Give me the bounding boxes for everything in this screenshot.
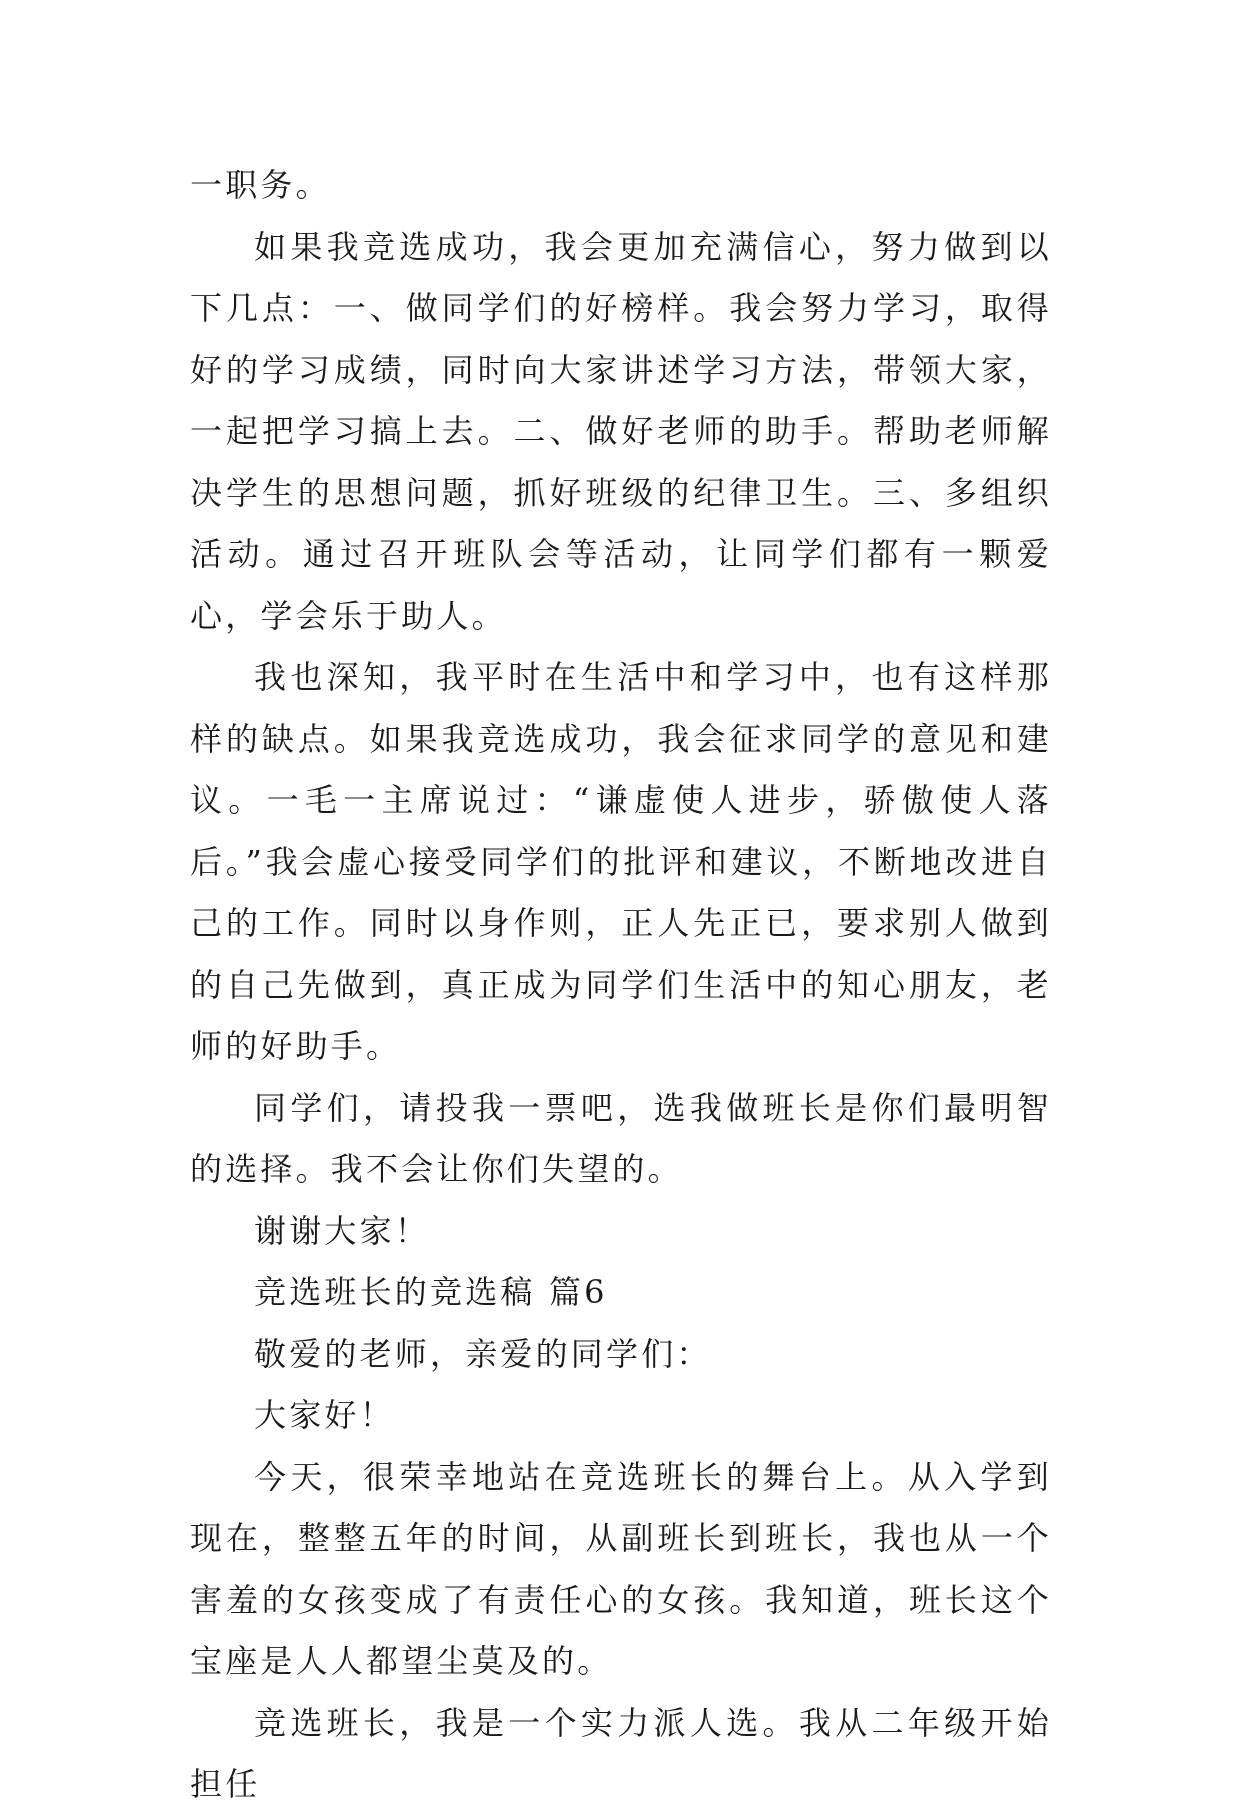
salutation: 敬爱的老师，亲爱的同学们： [254,1334,712,1373]
paragraph-shortcomings: 我也深知，我平时在生活中和学习中，也有这样那样的缺点。如果我竞选成功，我会征求同学的意见和建议。一毛一主席说过：“谦虚使人进步，骄傲使人落后。”我会虚心接受同学们的批评和建议，不断地改进自己的工作。同时以身作则，正人先正已，要求别人做到的自己先做到，真正成为同学们生活中的知心朋友，老师的好助手。 [190,658,1052,1065]
paragraph-introduction: 今天，很荣幸地站在竞选班长的舞台上。从入学到现在，整整五年的时间，从副班长到班长，我也从一个害羞的女孩变成了有责任心的女孩。我知道，班长这个宝座是人人都望尘莫及的。 [190,1457,1052,1680]
paragraph-continuation: 一职务。 [190,166,331,204]
paragraph-promises: 如果我竞选成功，我会更加充满信心，努力做到以下几点：一、做同学们的好榜样。我会努力学习，取得好的学习成绩，同时向大家讲述学习方法，带领大家，一起把学习搞上去。二、做好老师的助手。帮助老师解决学生的思想问题，抓好班级的纪律卫生。三、多组织活动。通过召开班队会等活动，让同学们都有一颗爱心，学会乐于助人。 [190,227,1052,635]
document-body [190,155,1052,1816]
section-heading: 竞选班长的竞选稿 篇6 [254,1273,608,1311]
paragraph-vote-appeal: 同学们，请投我一票吧，选我做班长是你们最明智的选择。我不会让你们失望的。 [190,1088,1052,1188]
paragraph-thanks: 谢谢大家！ [254,1211,431,1250]
greeting: 大家好！ [254,1396,395,1434]
paragraph-qualification: 竞选班长，我是一个实力派人选。我从二年级开始担任 [190,1703,1052,1803]
